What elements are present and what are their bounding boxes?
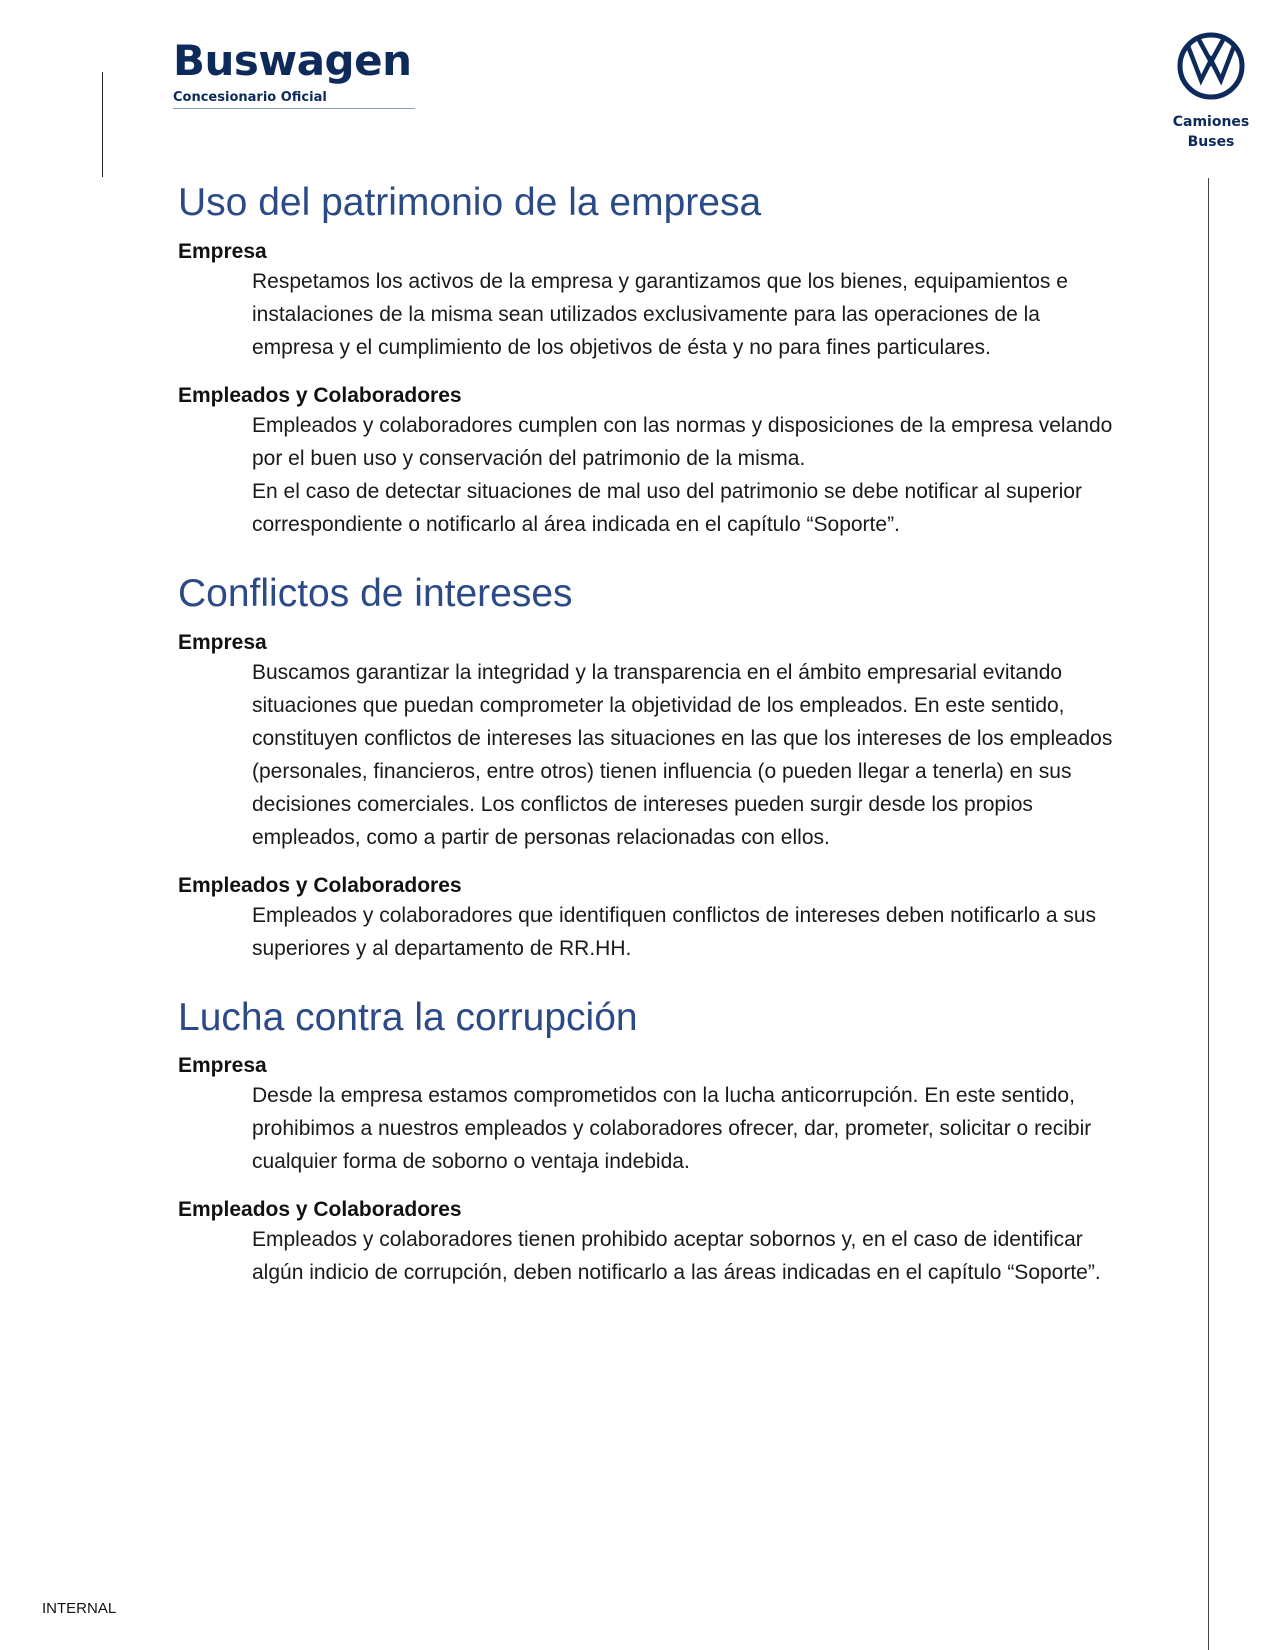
vw-line-camiones: Camiones (1172, 114, 1250, 130)
subsection-heading: Empresa (178, 1054, 267, 1078)
subsection-empleados (178, 873, 1118, 965)
subsection-heading: Empleados y Colaboradores (178, 873, 462, 897)
vw-logo-icon (1177, 32, 1245, 100)
subsection-heading: Empresa (178, 239, 267, 263)
subsection-heading: Empresa (178, 630, 267, 654)
subsection-empleados (178, 1197, 1118, 1289)
subsection-empresa (178, 630, 1118, 854)
brand-name: Buswagen (173, 36, 412, 85)
right-vertical-rule (1208, 178, 1209, 1650)
paragraph: Desde la empresa estamos comprometidos con la lucha anticorrupción. En este sentido, prohibimos a nuestros empleados y colaboradores ofrecer, dar, prometer, solicitar o recibir cualquier forma de soborno o ventaja indebida. (252, 1084, 1092, 1174)
subsection-heading: Empleados y Colaboradores (178, 1198, 462, 1222)
subsection-empleados (178, 383, 1118, 541)
section-title: Lucha contra la corrupción (178, 995, 638, 1039)
brand-logo (173, 36, 415, 109)
paragraph: Empleados y colaboradores que identifiquen conflictos de intereses deben notificarlo a sus superiores y al departamento de RR.HH. (252, 903, 1097, 960)
paragraph: En el caso de detectar situaciones de mal uso del patrimonio se debe notificar al superior correspondiente o notificarlo al área indicada en el capítulo “Soporte”. (252, 479, 1082, 536)
paragraph: Buscamos garantizar la integridad y la transparencia en el ámbito empresarial evitando situaciones que puedan comprometer la objetividad de los empleados. En este sentido, constituyen conflictos de intereses las situaciones en las que los intereses de los empleados (personales, financieros, entre otros) tienen influencia (o pueden llegar a tenerla) en sus decisiones comerciales. Los conflictos de intereses pueden surgir desde los propios empleados, como a partir de personas relacionadas con ellos. (252, 660, 1113, 849)
vw-logo-block (1166, 32, 1256, 152)
subsection-empresa (178, 239, 1118, 364)
brand-subtitle: Concesionario Oficial (173, 90, 415, 109)
left-vertical-rule (102, 72, 103, 177)
classification-label: INTERNAL (42, 1600, 117, 1617)
paragraph: Empleados y colaboradores tienen prohibido aceptar sobornos y, en el caso de identificar algún indicio de corrupción, deben notificarlo a las áreas indicadas en el capítulo “Soporte”. (252, 1228, 1101, 1285)
section-uso-patrimonio (178, 180, 1118, 541)
section-conflictos (178, 571, 1118, 965)
section-title: Uso del patrimonio de la empresa (178, 181, 762, 224)
paragraph: Respetamos los activos de la empresa y garantizamos que los bienes, equipamientos e instalaciones de la misma sean utilizados exclusivamente para las operaciones de la empresa y el cumplimiento de los objetivos de ésta y no para fines particulares. (252, 269, 1068, 359)
vw-line-buses: Buses (1187, 134, 1235, 150)
paragraph: Empleados y colaboradores cumplen con las normas y disposiciones de la empresa velando por el buen uso y conservación del patrimonio de la misma. (252, 413, 1113, 470)
subsection-empresa (178, 1053, 1118, 1178)
subsection-heading: Empleados y Colaboradores (178, 383, 462, 407)
document-body (178, 180, 1118, 1319)
section-title: Conflictos de intereses (178, 571, 573, 615)
section-corrupcion (178, 995, 1118, 1290)
